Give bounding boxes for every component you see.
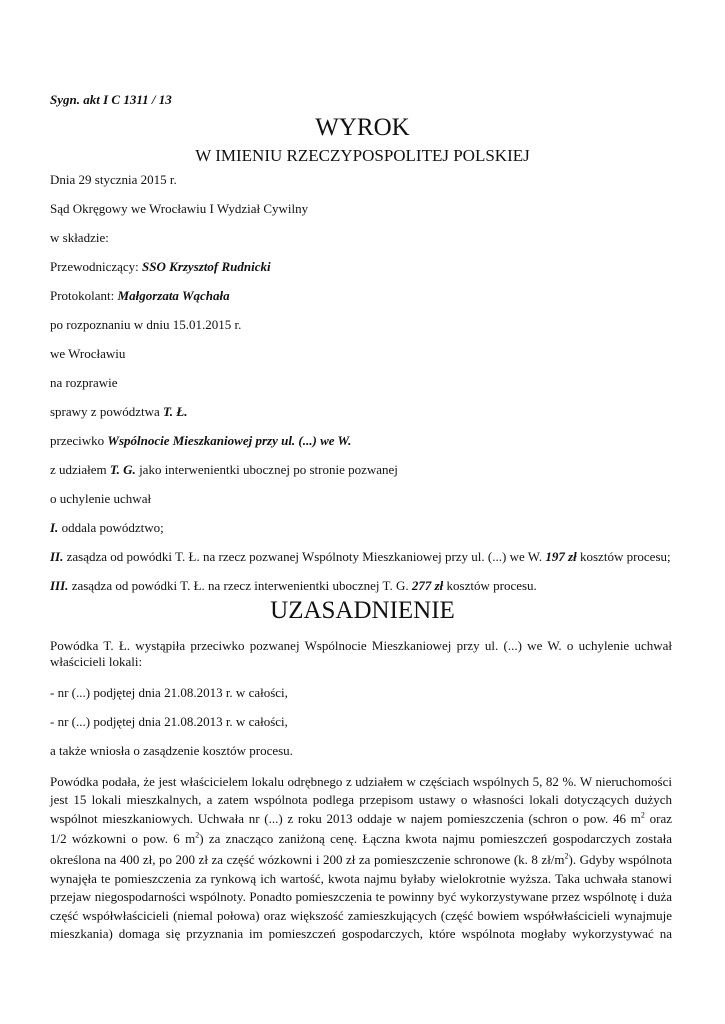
paragraph-text: określona na 400 zł, po 200 zł za część wózkowni i 200 zł za pomieszczenie schronowe (k. 8 zł/m: [50, 852, 565, 867]
defendant-text: przeciwko: [50, 433, 108, 448]
defendant-name: Wspólnocie Mieszkaniowej przy ul. (...) we W.: [107, 433, 352, 448]
ruling-1: [50, 520, 164, 536]
clerk-name: Małgorzata Wąchała: [117, 288, 230, 303]
plaintiff-text: sprawy z powództwa: [50, 404, 163, 419]
session-type: na rozprawie: [50, 375, 118, 390]
ruling-3: [50, 578, 537, 594]
document-subtitle: W IMIENIU RZECZYPOSPOLITEJ POLSKIEJ: [195, 146, 530, 165]
ruling-3-tail: kosztów procesu.: [443, 578, 537, 593]
paragraph-line: [50, 811, 672, 827]
paragraph-line: mieszkania) domaga się przyznania im pomieszczeń gospodarczych, które wspólnota mogłaby wykorzystywać na: [50, 926, 672, 941]
paragraph-text: oraz: [644, 811, 673, 826]
presiding-judge-line: [50, 259, 271, 275]
paragraph-line: część współwłaścicieli (niemal połowa) oraz większość zamieszkujących (część bowiem współwłaścicieli wynajmuje: [50, 908, 672, 923]
ruling-2: [50, 549, 671, 565]
ruling-2-number: II.: [50, 549, 64, 564]
clerk-line: [50, 288, 230, 304]
costs-request: a także wniosła o zasądzenie kosztów procesu.: [50, 743, 293, 758]
intervener-line: [50, 462, 398, 478]
defendant-line: [50, 433, 351, 449]
document-title: WYROK: [315, 114, 410, 141]
presiding-name: SSO Krzysztof Rudnicki: [142, 259, 271, 274]
paragraph-line: wynajęła te pomieszczenia za rynkową ich wartość, kwota najmu byłaby wielokrotnie wyższa. Taka uchwała stanowi: [50, 871, 672, 886]
paragraph-text: 1/2 wózkowni o pow. 6 m: [50, 831, 196, 846]
ruling-1-number: I.: [50, 520, 59, 535]
resolution-item: - nr (...) podjętej dnia 21.08.2013 r. w całości,: [50, 714, 288, 729]
justification-title: UZASADNIENIE: [270, 597, 455, 624]
plaintiff-line: [50, 404, 187, 420]
case-subject: o uchylenie uchwał: [50, 491, 152, 506]
paragraph-line: [50, 831, 672, 847]
date-line: Dnia 29 stycznia 2015 r.: [50, 172, 177, 187]
ruling-3-number: III.: [50, 578, 69, 593]
paragraph-text: wspólnot mieszkaniowych. Uchwała nr (...) z roku 2013 oddaje w najem pomieszczenia (schron o pow. 46 m: [50, 811, 641, 826]
superscript: 2: [195, 830, 200, 840]
hearing-date: po rozpoznaniu w dniu 15.01.2015 r.: [50, 317, 242, 332]
resolution-item: - nr (...) podjętej dnia 21.08.2013 r. w całości,: [50, 685, 288, 700]
intervener-name: T. G.: [109, 462, 136, 477]
court-name: Sąd Okręgowy we Wrocławiu I Wydział Cywilny: [50, 201, 309, 216]
paragraph-line: przejaw niegospodarności wspólnoty. Ponadto pomieszczenia te powinny być wykorzystywane przez wspólnotę i duża: [50, 889, 672, 904]
ruling-2-text: zasądza od powódki T. Ł. na rzecz pozwanej Wspólnoty Mieszkaniowej przy ul. (...) we W.: [63, 549, 546, 564]
ruling-1-text: oddala powództwo;: [58, 520, 164, 535]
intro-line-2: właścicieli lokali:: [50, 654, 143, 669]
paragraph-line: Powódka podała, że jest właścicielem lokalu odrębnego z udziałem w częściach wspólnych 5, 82 %. W nieruchomości: [50, 774, 672, 789]
paragraph-line: jest 15 lokali mieszkalnych, a zatem wspólnota podlega przepisom ustawy o własności lokali dotyczących dużych: [50, 792, 672, 807]
superscript: 2: [564, 851, 569, 861]
ruling-3-amount: 277 zł: [411, 578, 444, 593]
case-number: Sygn. akt I C 1311 / 13: [50, 92, 172, 107]
clerk-label: Protokolant:: [50, 288, 118, 303]
superscript: 2: [640, 810, 645, 820]
paragraph-text: ). Gdyby wspólnota: [568, 852, 672, 867]
composition-label: w składzie:: [50, 230, 109, 245]
intervener-pre: z udziałem: [50, 462, 110, 477]
ruling-2-tail: kosztów procesu;: [576, 549, 671, 564]
paragraph-text: ) za znacząco zaniżoną cenę. Łączna kwota najmu pomieszczeń gospodarczych została: [199, 831, 672, 846]
presiding-label: Przewodniczący:: [50, 259, 143, 274]
place: we Wrocławiu: [50, 346, 126, 361]
plaintiff-name: T. Ł.: [163, 404, 188, 419]
paragraph-line: [50, 852, 672, 868]
ruling-3-text: zasądza od powódki T. Ł. na rzecz interwenientki ubocznej T. G.: [68, 578, 412, 593]
ruling-2-amount: 197 zł: [545, 549, 577, 564]
intro-line-1: Powódka T. Ł. wystąpiła przeciwko pozwanej Wspólnocie Mieszkaniowej przy ul. (...) we W. o uchylenie uchwał: [50, 638, 672, 653]
intervener-post: jako interwenientki ubocznej po stronie pozwanej: [135, 462, 398, 477]
